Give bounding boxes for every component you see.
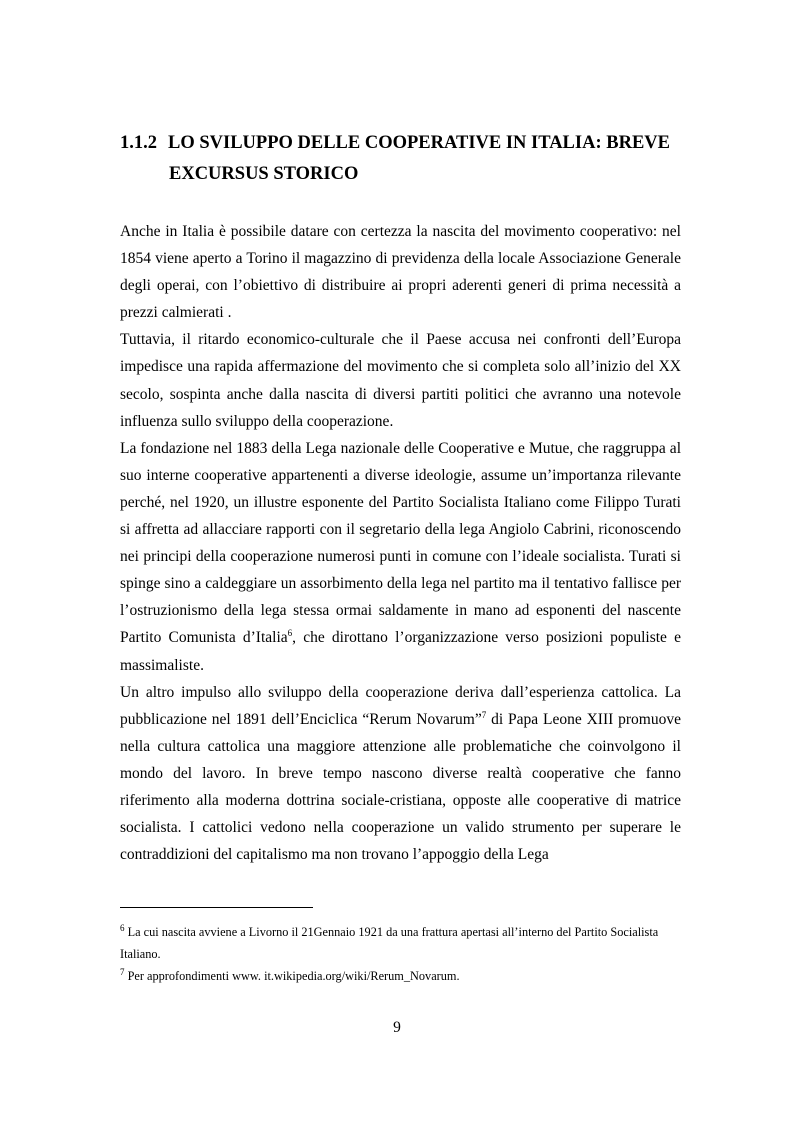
paragraph-3-text-end: , che dirottano l’organizzazione verso posizioni populiste e massimaliste.: [120, 629, 681, 674]
paragraph-3-text: La fondazione nel 1883 della Lega nazionale delle Cooperative e Mutue, che raggruppa al suo interne cooperative appartenenti a diverse ideologie, assume un’importanza rilevante perché, nel 1920, un illustre esponente del Partito Socialista Italiano come Filippo Turati si affretta ad allacciare rapporti con il segretario della lega Angiolo Cabrini, riconoscendo nei principi della cooperazione numerosi punti in comune con l’ideale socialista. Turati si spinge sino a caldeggiare un assorbimento della lega nel partito ma il tentativo fallisce per l’ostruzionismo della lega stessa ormai saldamente in mano ad esponenti del nascente Partito Comunista d’Italia: [120, 439, 681, 647]
section-title-line1: LO SVILUPPO DELLE COOPERATIVE IN ITALIA: BREVE: [168, 133, 670, 153]
paragraph-2: Tuttavia, il ritardo economico-culturale che il Paese accusa nei confronti dell’Europa impedisce una rapida affermazione del movimento che si completa solo all’inizio del XX secolo, sospinta anche dalla nascita di diversi partiti politici che avranno una notevole influenza sullo sviluppo della cooperazione.: [120, 331, 681, 430]
paragraph-3: [120, 435, 681, 679]
page-number: 9: [393, 1019, 401, 1036]
section-number: 1.1.2: [120, 133, 157, 153]
footnote-6-text: La cui nascita avviene a Livorno il 21Gennaio 1921 da una frattura apertasi all’interno del Partito Socialista Italiano.: [120, 925, 659, 961]
footnotes: [120, 921, 681, 987]
footnote-6: [120, 921, 681, 965]
footnote-7: [120, 965, 681, 987]
footnote-mark-7: 7: [120, 966, 125, 977]
section-heading: [120, 128, 690, 190]
section-title-line2: EXCURSUS STORICO: [169, 164, 359, 184]
footnote-ref-6[interactable]: 6: [287, 628, 293, 639]
paragraph-4-text-end: di Papa Leone XIII promuove nella cultura cattolica una maggiore attenzione alle problematiche che coinvolgono il mondo del lavoro. In breve tempo nascono diverse realtà cooperative che fanno riferimento alla moderna dottrina sociale-cristiana, opposte alle cooperative di matrice socialista. I cattolici vedono nella cooperazione un valido strumento per superare le contraddizioni del capitalismo ma non trovano l’appoggio della Lega: [120, 710, 681, 864]
footnote-separator: [120, 907, 313, 908]
footnote-mark-6: 6: [120, 922, 125, 933]
paragraph-4: [120, 679, 681, 869]
footnote-7-text: Per approfondimenti www. it.wikipedia.org/wiki/Rerum_Novarum.: [124, 969, 460, 983]
body-text: [120, 218, 681, 868]
paragraph-4-text: Un altro impulso allo sviluppo della cooperazione deriva dall’esperienza cattolica. La pubblicazione nel 1891 dell’Enciclica “Rerum Novarum”: [120, 683, 681, 728]
paragraph-1: Anche in Italia è possibile datare con certezza la nascita del movimento cooperativo: nel 1854 viene aperto a Torino il magazzino di previdenza della locale Associazione Generale degli operai, con l’obiettivo di distribuire ai propri aderenti generi di prima necessità a prezzi calmierati .: [120, 223, 681, 322]
footnote-ref-7[interactable]: 7: [481, 709, 487, 720]
